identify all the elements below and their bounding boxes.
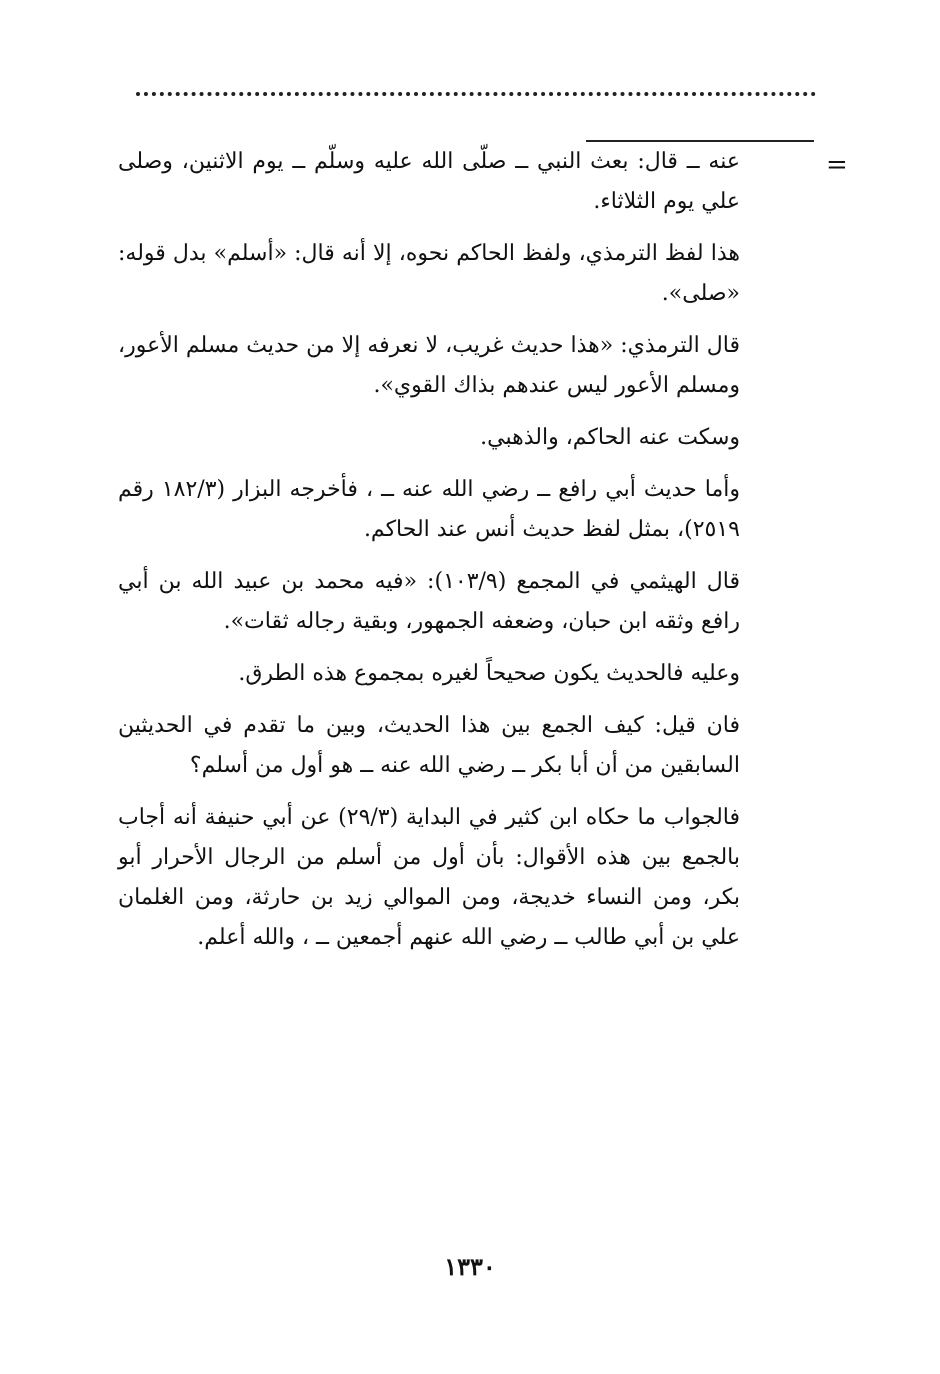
paragraph: وأما حديث أبي رافع ــ رضي الله عنه ــ ، فأخرجه البزار (١٨٢/٣ رقم ٢٥١٩)، بمثل لفظ حديث أنس عند الحاكم.: [118, 477, 741, 542]
paragraph: وعليه فالحديث يكون صحيحاً لغيره بمجموع هذه الطرق.: [238, 661, 740, 686]
footnote-text: [118, 142, 740, 970]
paragraph: هذا لفظ الترمذي، ولفظ الحاكم نحوه، إلا أنه قال: «أسلم» بدل قوله: «صلى».: [118, 241, 740, 306]
paragraph: عنه ــ قال: بعث النبي ــ صلّى الله عليه وسلّم ــ يوم الاثنين، وصلى علي يوم الثلاثاء.: [118, 149, 740, 214]
paragraph: وسكت عنه الحاكم، والذهبي.: [480, 425, 740, 450]
continuation-mark: =: [826, 150, 848, 180]
paragraph: قال الهيثمي في المجمع (١٠٣/٩): «فيه محمد بن عبيد الله بن أبي رافع وثقه ابن حبان، وضعفه الجمهور، وبقية رجاله ثقات».: [118, 569, 740, 634]
paragraph: قال الترمذي: «هذا حديث غريب، لا نعرفه إلا من حديث مسلم الأعور، ومسلم الأعور ليس عندهم بذاك القوي».: [118, 333, 740, 398]
paragraph: فان قيل: كيف الجمع بين هذا الحديث، وبين ما تقدم في الحديثين السابقين من أن أبا بكر ــ رضي الله عنه ــ هو أول من أسلم؟: [118, 713, 740, 778]
dotted-separator: [136, 92, 816, 112]
page-number: ١٣٣٠: [444, 1252, 496, 1281]
paragraph: فالجواب ما حكاه ابن كثير في البداية (٢٩/٣) عن أبي حنيفة أنه أجاب بالجمع بين هذه الأقوال: بأن أول من أسلم من الرجال الأحرار أبو بكر، ومن النساء خديجة، ومن الموالي زيد بن حارثة، ومن الغلمان علي بن أبي طالب ــ رضي الله عنهم أجمعين ــ ، والله أعلم.: [118, 805, 741, 950]
